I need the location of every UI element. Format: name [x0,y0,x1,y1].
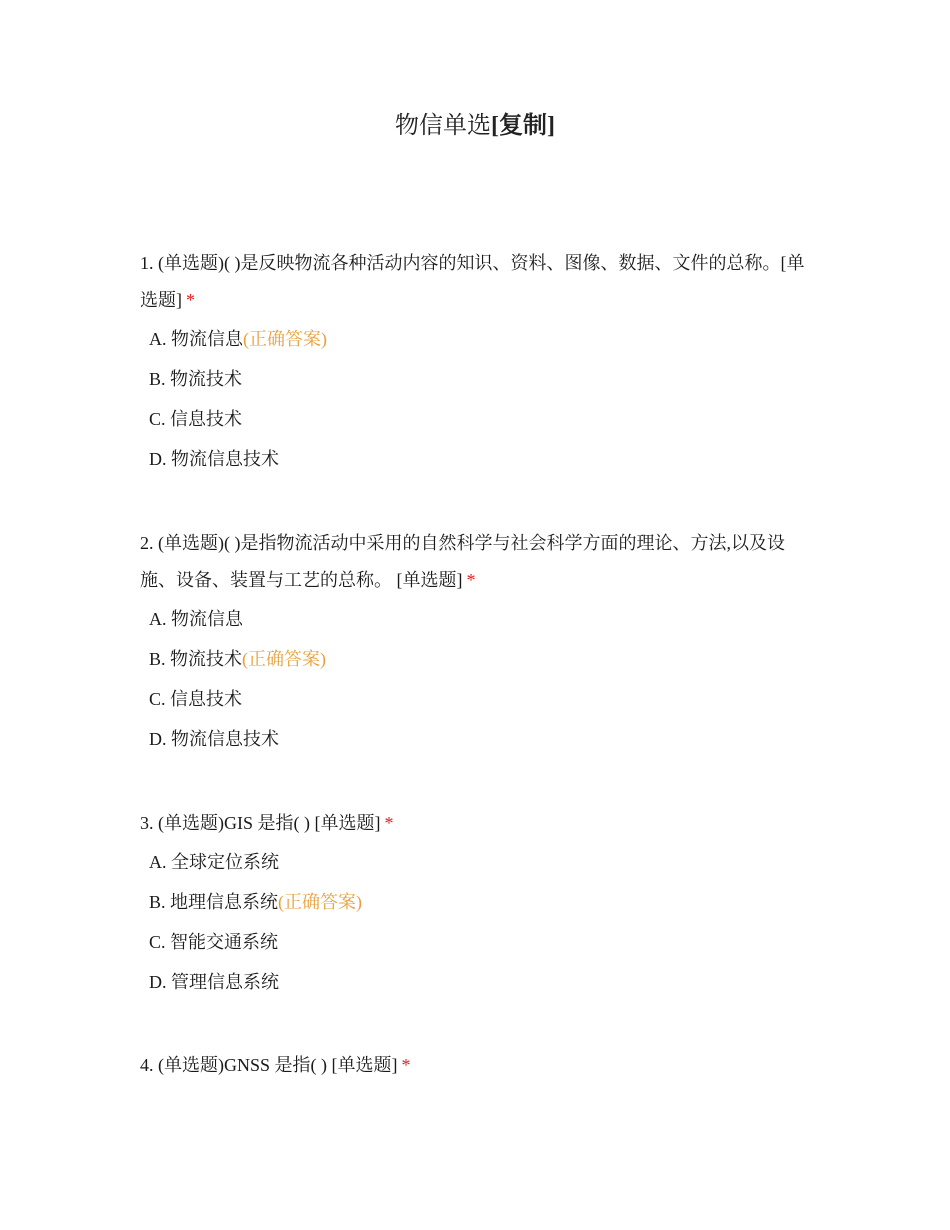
option-label: C. 信息技术 [149,689,243,709]
question-1 [140,245,820,487]
question-text [140,805,820,842]
question-3 [140,805,820,1010]
option-label: D. 管理信息系统 [149,972,279,992]
question-body: (单选题)( )是指物流活动中采用的自然科学与社会科学方面的理论、方法,以及设施、设备、装置与工艺的总称。 [单选题] [140,533,785,590]
required-mark: * [384,813,394,833]
correct-answer-tag: (正确答案) [242,649,327,669]
option-label: B. 物流技术 [149,649,243,669]
option-label: A. 物流信息 [149,609,243,629]
option-a[interactable] [140,327,820,367]
option-list [140,607,820,767]
option-label: B. 地理信息系统 [149,892,279,912]
question-body: (单选题)GIS 是指( ) [单选题] [158,813,381,833]
question-body: (单选题)GNSS 是指( ) [单选题] [158,1055,398,1075]
option-b[interactable] [140,890,820,930]
required-mark: * [466,570,476,590]
option-d[interactable] [140,727,820,767]
option-c[interactable] [140,930,820,970]
question-number: 1. [140,253,154,273]
title-suffix: [复制] [491,113,555,139]
option-c[interactable] [140,407,820,447]
page-title [0,109,950,143]
option-d[interactable] [140,447,820,487]
question-text [140,1047,820,1084]
option-label: C. 信息技术 [149,409,243,429]
question-number: 4. [140,1055,154,1075]
option-list [140,850,820,1010]
correct-answer-tag: (正确答案) [243,329,327,349]
option-label: D. 物流信息技术 [149,729,279,749]
required-mark: * [401,1055,411,1075]
option-label: A. 物流信息 [149,329,243,349]
option-label: B. 物流技术 [149,369,243,389]
question-4 [140,1047,820,1084]
question-number: 2. [140,533,154,553]
option-c[interactable] [140,687,820,727]
question-2 [140,525,820,767]
option-b[interactable] [140,367,820,407]
question-body: (单选题)( )是反映物流各种活动内容的知识、资料、图像、数据、文件的总称。[单选题] [140,253,805,310]
question-text [140,525,820,599]
question-text [140,245,820,319]
question-number: 3. [140,813,154,833]
option-label: D. 物流信息技术 [149,449,279,469]
required-mark: * [186,290,195,310]
option-list [140,327,820,487]
title-text: 物信单选 [395,113,491,139]
option-d[interactable] [140,970,820,1010]
option-a[interactable] [140,607,820,647]
option-b[interactable] [140,647,820,687]
option-label: C. 智能交通系统 [149,932,279,952]
correct-answer-tag: (正确答案) [278,892,363,912]
option-label: A. 全球定位系统 [149,852,279,872]
option-a[interactable] [140,850,820,890]
